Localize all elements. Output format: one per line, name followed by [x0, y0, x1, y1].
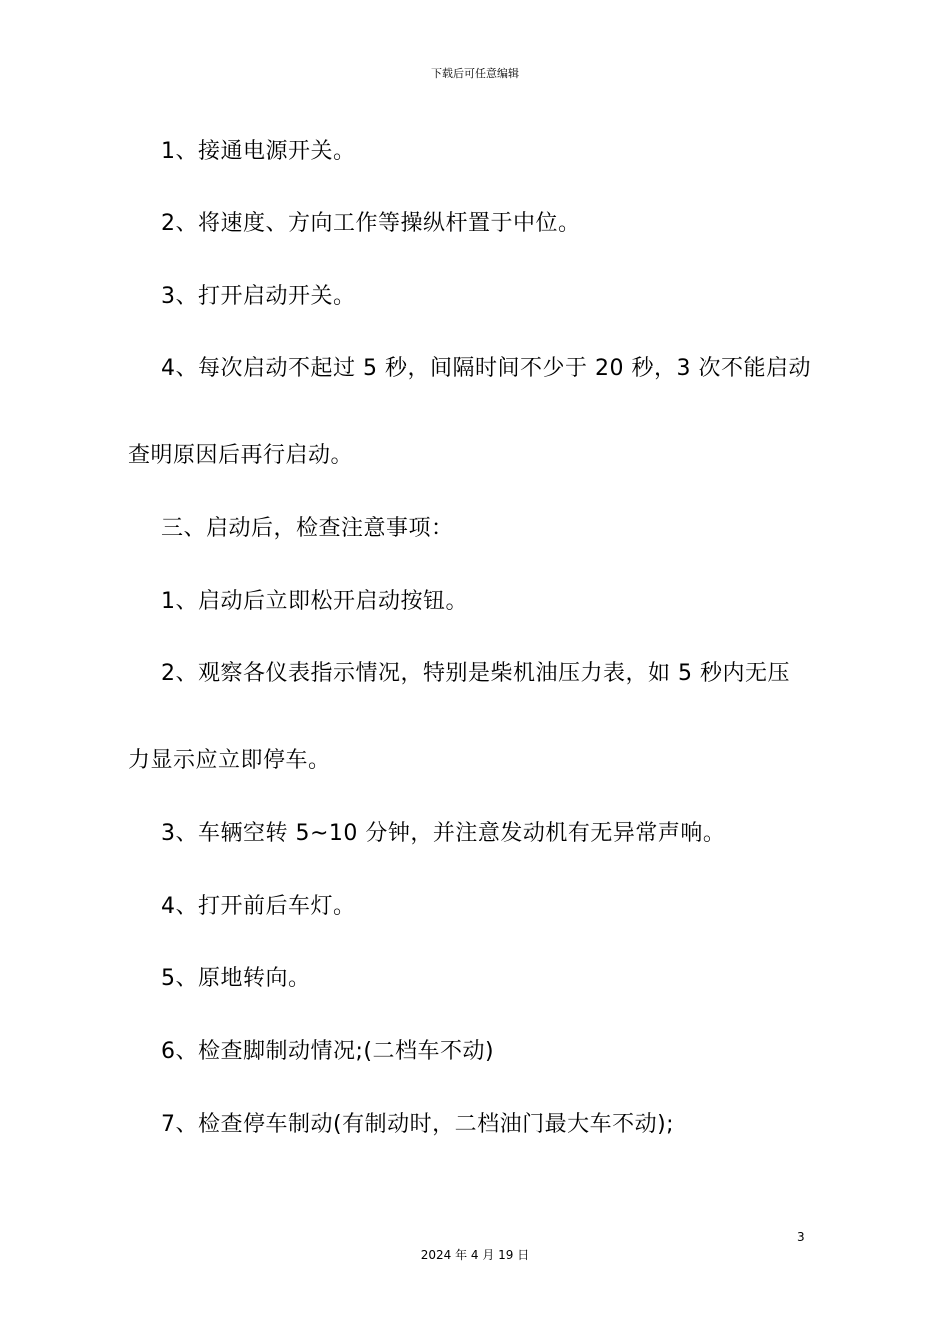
- paragraph-line: 查明原因后再行启动。: [128, 443, 354, 468]
- page-number: 3: [797, 1230, 805, 1244]
- section-heading: 三、启动后，检查注意事项：: [161, 516, 454, 541]
- paragraph-line: 6、检查脚制动情况;(二档车不动): [161, 1039, 495, 1064]
- footer-date: 2024 年 4 月 19 日: [420, 1248, 530, 1262]
- paragraph-line: 4、每次启动不起过 5 秒，间隔时间不少于 20 秒，3 次不能启动: [161, 356, 811, 381]
- paragraph-line: 2、观察各仪表指示情况，特别是柴机油压力表，如 5 秒内无压: [161, 661, 790, 686]
- paragraph-line: 1、接通电源开关。: [161, 139, 356, 164]
- paragraph-line: 力显示应立即停车。: [128, 748, 331, 773]
- paragraph-line: 1、启动后立即松开启动按钮。: [161, 589, 468, 614]
- paragraph-line: 4、打开前后车灯。: [161, 894, 356, 919]
- paragraph-line: 2、将速度、方向工作等操纵杆置于中位。: [161, 211, 581, 236]
- paragraph-line: 3、车辆空转 5~10 分钟，并注意发动机有无异常声响。: [161, 821, 726, 846]
- paragraph-line: 5、原地转向。: [161, 966, 311, 991]
- paragraph-line: 7、检查停车制动(有制动时，二档油门最大车不动);: [161, 1112, 675, 1137]
- page-header: 下载后可任意编辑: [431, 67, 519, 80]
- paragraph-line: 3、打开启动开关。: [161, 284, 356, 309]
